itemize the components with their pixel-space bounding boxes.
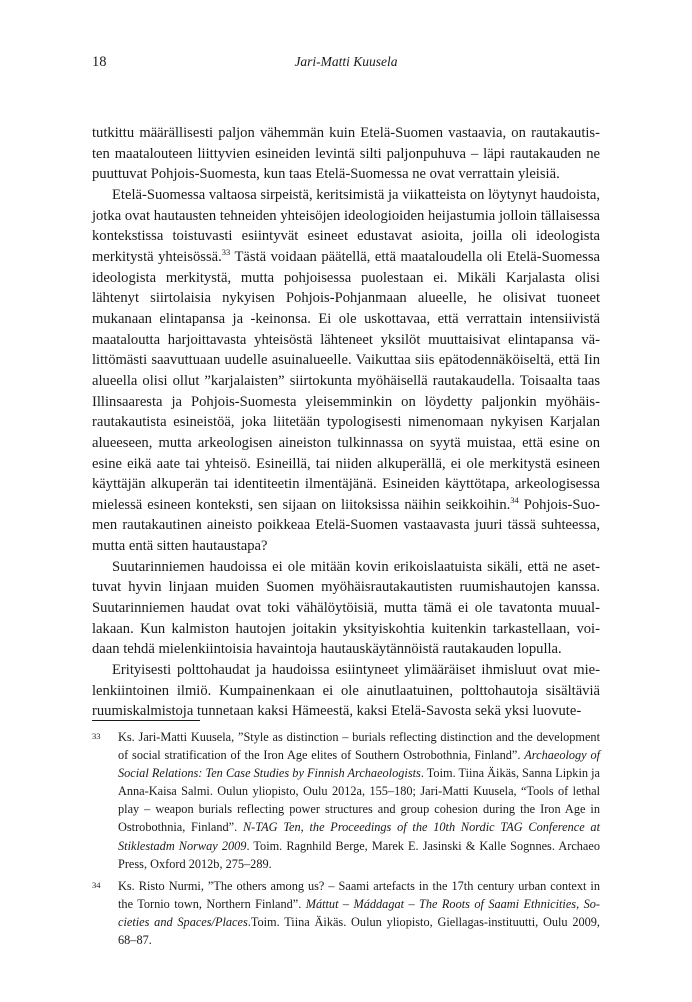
body-paragraph	[92, 123, 600, 185]
footnote-number: 34	[92, 879, 101, 890]
footnote-text	[118, 877, 600, 949]
text-segment: . Toim. Tiina Äikäs, Sanna Lipkin ja Anna-Kaisa Salmi. Oulun yliopisto, Oulu 2012a, 155–180; Jari-Matti Kuusela, “Tools of lethal play – weapon burials reflecting power structures and group cohesion during the Iron Age in Ostrobothnia, Finland”.	[118, 766, 600, 835]
italic-title: Máttut – Máddagat – The Roots of Saami Ethnicities, Societies and Spaces/Places	[118, 896, 600, 929]
text-segment: tutkittu määrällisesti paljon vähemmän kuin Etelä-Suomen vastaavia, on rautakautisten maatalouteen liittyvien esineiden levintä silti paljonpuhuva – läpi rautakauden ne puuttuvat Pohjois-Suomesta, kun taas Etelä-Suomessa ne ovat verrattain yleisiä.	[92, 125, 600, 183]
text-segment: Erityisesti polttohaudat ja haudoissa esiintyneet ylimääräiset ihmisluut ovat mielenkiintoinen ilmiö. Kumpainenkaan ei ole ainutlaatuinen, polttohautoja sisältäviä ruumiskalmistoja tunnetaan kaksi Hämeestä, kaksi Etelä-Savosta sekä yksi luovute-	[92, 662, 600, 720]
footnote-reference: 34	[510, 494, 519, 505]
text-segment: .Toim. Tiina Äikäs. Oulun yliopisto, Giellagas-instituutti, Oulu 2009, 68–87.	[118, 914, 601, 948]
footnote-number: 33	[92, 731, 101, 741]
page-header	[92, 54, 600, 74]
text-segment: Pohjois-Suomen rautakautinen aineisto poikkeaa Etelä-Suomen vastaavasta juuri tässä suhteessa, mutta entä sitten hautaustapa?	[92, 496, 601, 555]
body-paragraph	[92, 557, 600, 660]
italic-title: N-TAG Ten, the Proceedings of the 10th Nordic TAG Conference at Stiklestadm Norway 2009	[118, 820, 600, 853]
footnote	[92, 728, 600, 873]
body-paragraph	[92, 185, 600, 557]
text-segment: Etelä-Suomessa valtaosa sirpeistä, keritsimistä ja viikatteista on löytynyt haudoista, jotka ovat hautausten tehneiden yhteisöjen ideologioiden heijastumia jolloin tällaisessa kontekstissa toistuvasti esiintyvät esineet edustavat asioita, joilla oli ideologista merkitystä yhteisössä.	[92, 186, 600, 265]
text-segment: Ks. Risto Nurmi, ”The others among us? – Saami artefacts in the 17th century urban context in the Tornio town, Northern Finland”.	[118, 878, 600, 911]
footnote-text	[118, 728, 600, 873]
page-number: 18	[92, 54, 107, 70]
footnotes	[92, 728, 600, 953]
italic-title: Archaeology of Social Relations: Ten Case Studies by Finnish Archaeologists	[118, 748, 601, 781]
text-segment: Ks. Jari-Matti Kuusela, ”Style as distinction – burials reflecting distinction and the development of social stratification of the Iron Age elites of Southern Ostrobothnia, Finland”.	[118, 730, 600, 763]
footnote	[92, 877, 600, 949]
footnote-separator	[92, 720, 200, 721]
text-segment: . Toim. Ragnhild Berge, Marek E. Jasinski & Kalle Sognnes. Archaeo Press, Oxford 2012b, 275–289.	[118, 838, 600, 871]
text-segment: Tästä voidaan päätellä, että maataloudella oli Etelä-Suomessa ideologista merkitystä, mutta pohjoisessa puolestaan ei. Mikäli Karjalasta olisi lähtenyt siirtolaisia nykyisen Pohjois-Pohjanmaan alueelle, he olisivat tuoneet mukanaan elintapansa ja -keinonsa. Ei ole uskottavaa, että verrattain intensiivistä maataloutta harjoittavasta yhteisöstä lähteneet yksilöt muuttaisivat elintapansa välittömästi saavuttuaan uudelle asuinalueelle. Vaikuttaa siis epätodennäköiseltä, että Iin alueella olisi ollut ”karjalaisten” siirtokunta myöhäisellä rautakaudella. Toisaalta taas Illinsaaresta ja Pohjois-Suomesta yleisemminkin on löydetty paljonkin myöhäisrautakautista esineistöä, joka liitetään typologisesti nimenomaan nykyisen Karjalan alueeseen, mutta arkeologisen aineiston tulkinnassa on syytä muistaa, että esine on esine eikä aate tai yhteisö. Esineillä, tai niiden alkuperällä, ei ole merkitystä esineen käyttäjän alkuperän tai identiteetin ilmentäjänä. Esineiden käyttötapa, arkeologisessa mielessä esineen konteksti, sen sijaan on liitoksissa näihin seikkoihin.	[92, 248, 600, 513]
footnote-reference: 33	[221, 247, 231, 258]
text-segment: Suutarinniemen haudoissa ei ole mitään kovin erikoislaatuista sikäli, että ne asettuvat hyvin linjaan muiden Suomen myöhäisrautakautisten ruumishautojen kanssa. Suutarinniemen haudat ovat toki vähälöytöisiä, mutta tämä ei ole tavatonta muuallakaan. Kun kalmiston hautojen joitakin yksityiskohtia kuitenkin tarkastellaan, voidaan tehdä mielenkiintoisia havaintoja hautauskäytännöistä rautakauden lopulla.	[92, 558, 600, 658]
running-title: Jari-Matti Kuusela	[294, 54, 398, 69]
body-text	[92, 123, 600, 722]
body-paragraph	[92, 660, 600, 722]
